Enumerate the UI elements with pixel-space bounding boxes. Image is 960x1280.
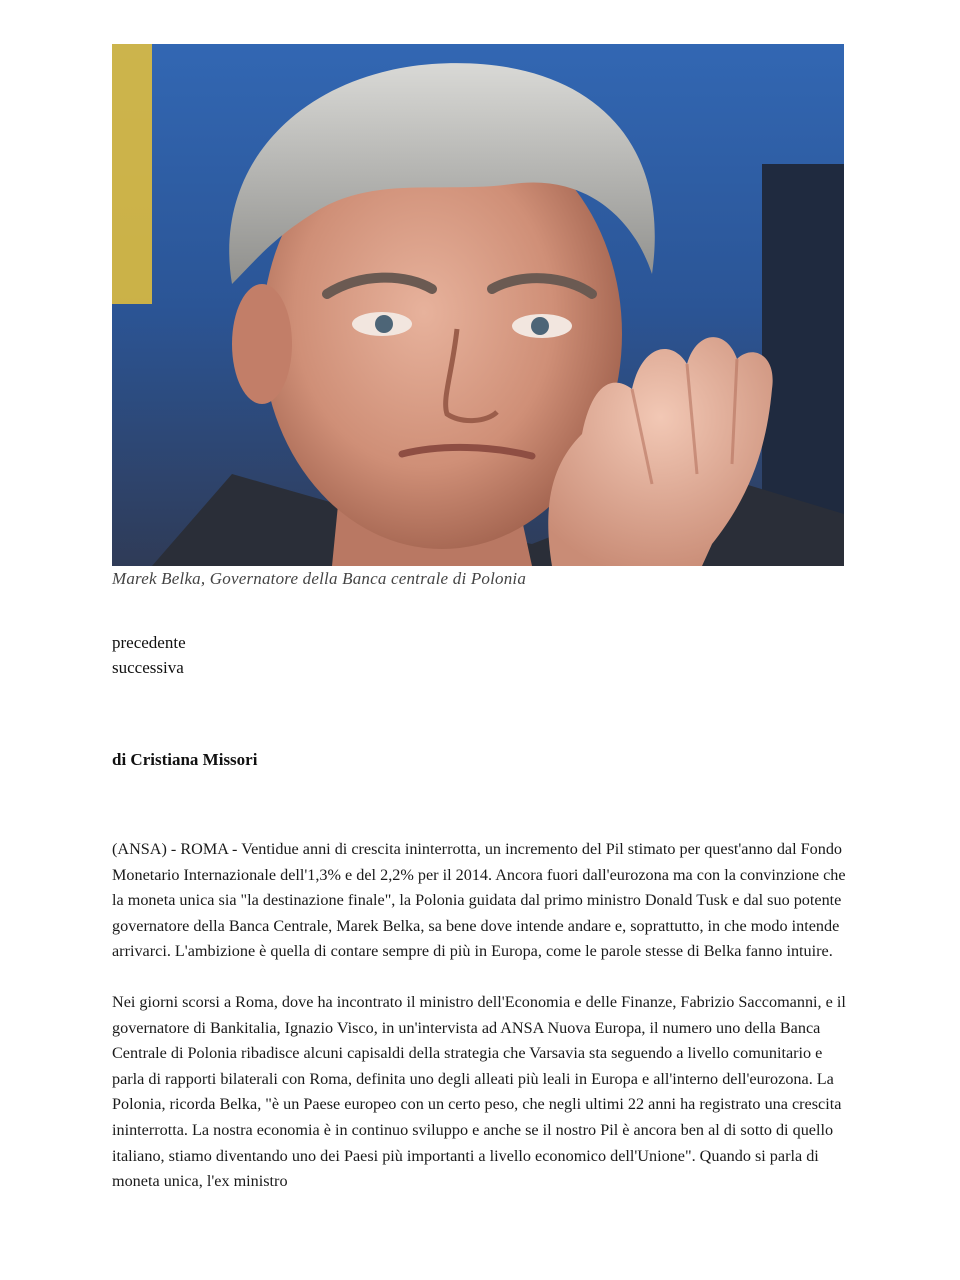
article-body — [112, 837, 857, 1220]
article-byline: di Cristiana Missori — [112, 750, 258, 769]
article-paragraph-2: Nei giorni scorsi a Roma, dove ha incontrato il ministro dell'Economia e delle Finanze, Fabrizio Saccomanni, e il governatore di Bankitalia, Ignazio Visco, in un'intervista ad ANSA Nuova Europa, il numero uno della Banca Centrale di Polonia ribadisce alcuni capisaldi della strategia che Varsavia sta seguendo a livello comunitario e parla di rapporti bilaterali con Roma, definita uno degli alleati più leali in Europa e all'interno dell'eurozona. La Polonia, ricorda Belka, "è un Paese europeo con un certo peso, che negli ultimi 22 anni ha registrato una crescita ininterrotta. La nostra economia è in continuo sviluppo e anche se il nostro Pil è ancora ben al di sotto di quello italiano, stiamo diventando uno dei Paesi più importanti a livello economico dell'Unione". Quando si parla di moneta unica, l'ex ministro — [112, 992, 846, 1191]
next-link[interactable]: successiva — [112, 658, 184, 677]
gallery-navigation — [112, 630, 186, 680]
photo-caption: Marek Belka, Governatore della Banca centrale di Polonia — [112, 569, 527, 588]
previous-link[interactable]: precedente — [112, 633, 186, 652]
portrait-illustration — [112, 44, 844, 566]
portrait-photo — [112, 44, 844, 566]
article-paragraph-1: (ANSA) - ROMA - Ventidue anni di crescita ininterrotta, un incremento del Pil stimato per quest'anno dal Fondo Monetario Internazionale dell'1,3% e del 2,2% per il 2014. Ancora fuori dall'eurozona ma con la convinzione che la moneta unica sia "la destinazione finale", la Polonia guidata dal primo ministro Donald Tusk e dal suo potente governatore della Banca Centrale, Marek Belka, sa bene dove intende andare e, soprattutto, in che modo intende arrivarci. L'ambizione è quella di contare sempre di più in Europa, come le parole stesse di Belka fanno intuire. — [112, 840, 846, 961]
